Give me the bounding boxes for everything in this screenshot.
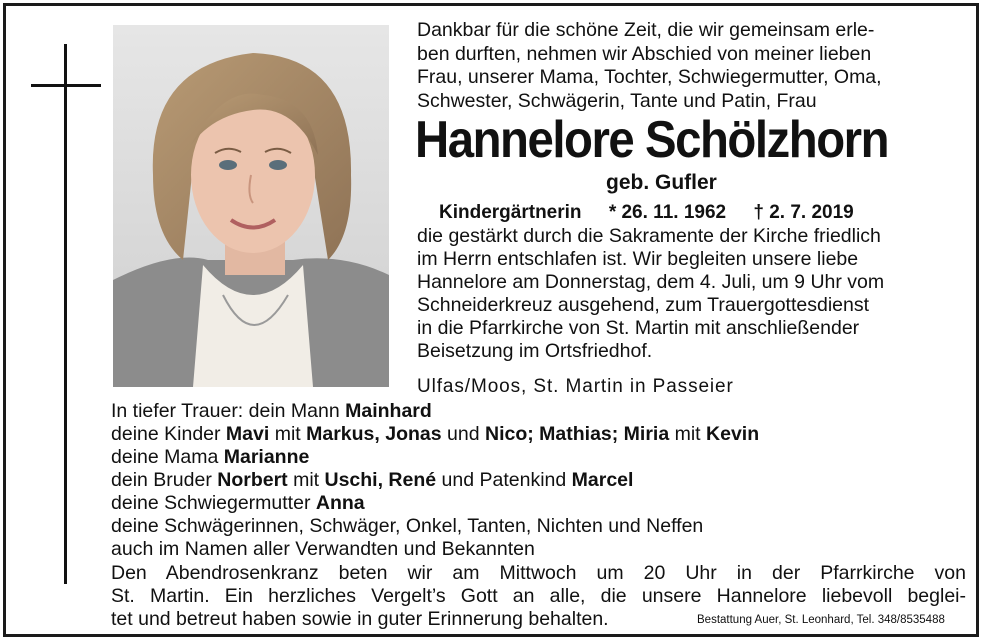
intro-line: ben durften, nehmen wir Abschied von meiner lieben bbox=[417, 42, 872, 65]
cross-horizontal-bar bbox=[31, 84, 101, 87]
mourner-name: Mavi bbox=[225, 423, 270, 445]
mourner-line bbox=[111, 469, 971, 492]
notice-line: Hannelore am Donnerstag, dem 4. Juli, um 9 Uhr vom bbox=[417, 271, 885, 293]
mourner-text: und bbox=[441, 423, 485, 445]
life-dates bbox=[439, 201, 854, 225]
closing-line: St. Martin. Ein herzliches Vergelt’s Gott an alle, die unsere Hannelore liebevoll beglei- bbox=[111, 585, 966, 607]
intro-text bbox=[417, 19, 957, 113]
death-date: † 2. 7. 2019 bbox=[753, 202, 854, 223]
mourner-text: mit bbox=[669, 423, 707, 445]
mourner-name: Kevin bbox=[706, 423, 760, 445]
occupation: Kindergärtnerin bbox=[439, 202, 582, 223]
mourner-text: deine Mama bbox=[111, 446, 224, 468]
residence-place: Ulfas/Moos, St. Martin in Passeier bbox=[417, 376, 734, 397]
notice-line: Beisetzung im Ortsfriedhof. bbox=[417, 340, 653, 362]
mourner-name: Marianne bbox=[223, 446, 310, 468]
obituary-notice bbox=[3, 3, 979, 637]
mourner-name: Norbert bbox=[217, 469, 288, 491]
mourner-text: mit bbox=[287, 469, 325, 491]
notice-line: in die Pfarrkirche von St. Martin mit anschließender bbox=[417, 317, 860, 339]
mourner-text: deine Schwiegermutter bbox=[111, 492, 316, 514]
mourner-name: Uschi, René bbox=[324, 469, 437, 491]
mourner-text: mit bbox=[269, 423, 307, 445]
mourners-list bbox=[111, 400, 971, 561]
mourner-line: deine Schwägerinnen, Schwäger, Onkel, Tanten, Nichten und Neffen bbox=[111, 515, 704, 537]
maiden-name: geb. Gufler bbox=[606, 171, 717, 194]
mourner-text: und Patenkind bbox=[436, 469, 572, 491]
mourner-name: Markus, Jonas bbox=[306, 423, 442, 445]
intro-line: Dankbar für die schöne Zeit, die wir gemeinsam erle- bbox=[417, 19, 875, 41]
mourner-name: Mainhard bbox=[345, 400, 432, 422]
closing-line: tet und betreut haben sowie in guter Erinnerung behalten. bbox=[111, 608, 609, 630]
mourner-name: Anna bbox=[315, 492, 365, 514]
birth-date: * 26. 11. 1962 bbox=[608, 202, 727, 223]
mourner-line bbox=[111, 446, 971, 469]
mourner-line: auch im Namen aller Verwandten und Bekannten bbox=[111, 538, 535, 560]
mourner-line bbox=[111, 423, 971, 446]
mourner-text: deine Kinder bbox=[111, 423, 226, 445]
deceased-name: Hannelore Schölzhorn bbox=[415, 111, 889, 169]
funeral-notice bbox=[417, 225, 958, 363]
mourner-line bbox=[111, 492, 971, 515]
mourner-text: In tiefer Trauer: dein Mann bbox=[111, 400, 346, 422]
mourner-text: dein Bruder bbox=[111, 469, 218, 491]
cross-vertical-bar bbox=[64, 44, 67, 584]
closing-line: Den Abendrosenkranz beten wir am Mittwoch um 20 Uhr in der Pfarrkirche von bbox=[111, 562, 966, 584]
intro-line: Frau, unserer Mama, Tochter, Schwiegermutter, Oma, bbox=[417, 66, 882, 88]
mourner-name: Marcel bbox=[571, 469, 634, 491]
notice-line: Schneiderkreuz ausgehend, zum Trauergottesdienst bbox=[417, 294, 870, 316]
intro-line: Schwester, Schwägerin, Tante und Patin, Frau bbox=[417, 89, 817, 112]
mourner-name: Nico; Mathias; Miria bbox=[484, 423, 670, 445]
mourner-line bbox=[111, 400, 971, 423]
undertaker-credit: Bestattung Auer, St. Leonhard, Tel. 348/8535488 bbox=[697, 614, 945, 626]
notice-line: im Herrn entschlafen ist. Wir begleiten unsere liebe bbox=[417, 248, 859, 270]
portrait-photo bbox=[113, 25, 389, 387]
notice-line: die gestärkt durch die Sakramente der Kirche friedlich bbox=[417, 225, 881, 247]
